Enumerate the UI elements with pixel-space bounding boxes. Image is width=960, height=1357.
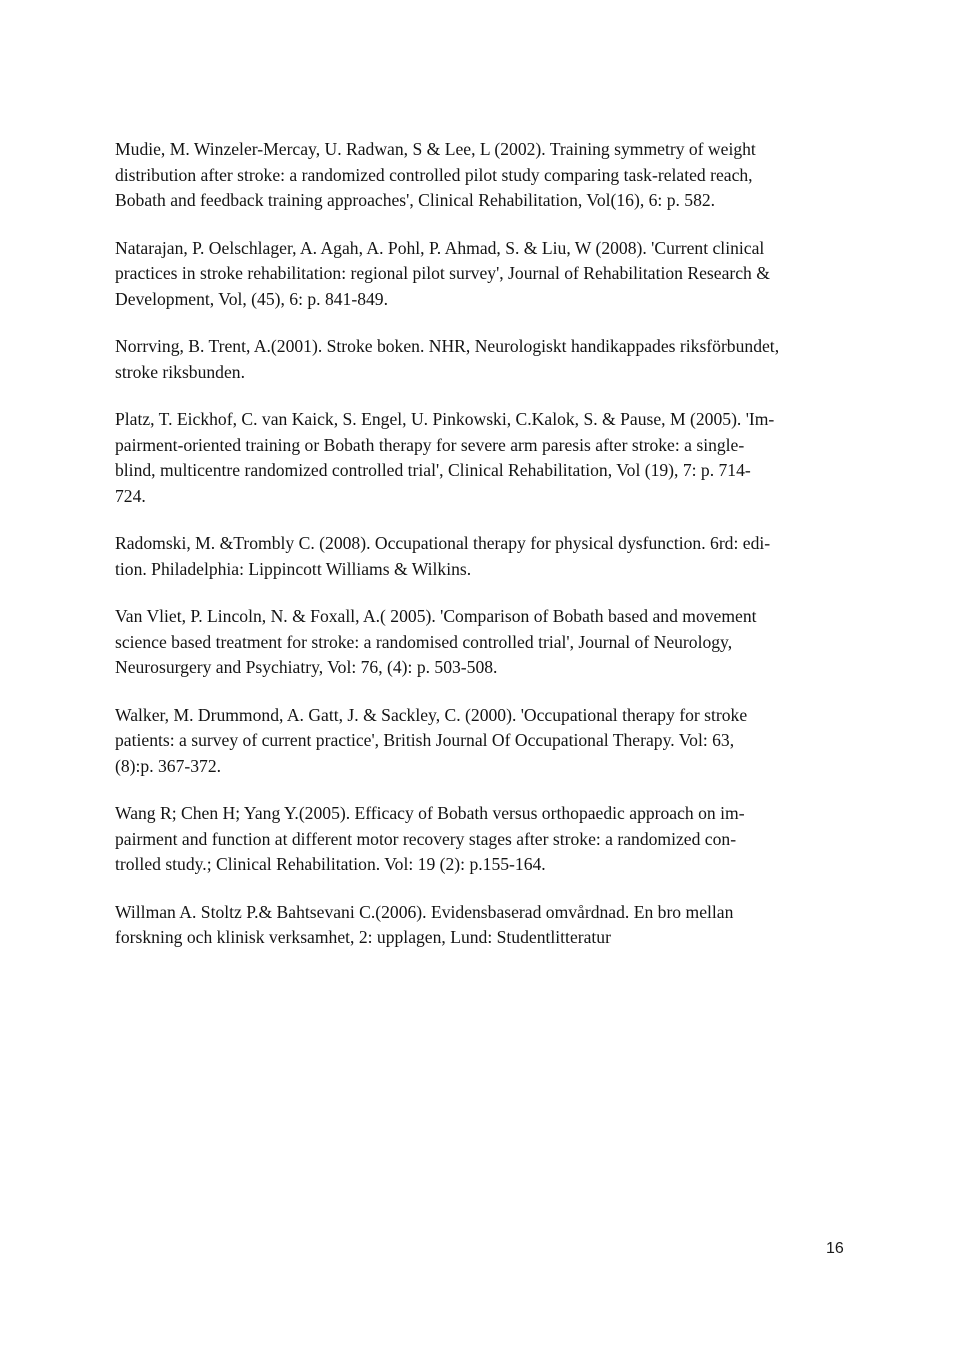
- reference-line: Walker, M. Drummond, A. Gatt, J. & Sackley, C. (2000). 'Occupational therapy for stroke: [115, 704, 748, 725]
- reference-line: pairment and function at different motor recovery stages after stroke: a randomized con-: [115, 828, 737, 849]
- reference-line: Bobath and feedback training approaches', Clinical Rehabilitation, Vol(16), 6: p. 582.: [115, 190, 716, 210]
- reference-radomski: [115, 531, 855, 582]
- page-number: 16: [826, 1240, 844, 1257]
- reference-line: Radomski, M. &Trombly C. (2008). Occupational therapy for physical dysfunction. 6rd: edi-: [115, 533, 771, 553]
- reference-line: science based treatment for stroke: a randomised controlled trial', Journal of Neurology,: [115, 631, 733, 652]
- reference-van-vliet: [115, 604, 855, 681]
- reference-line: (8):p. 367-372.: [115, 755, 222, 776]
- reference-willman: [115, 900, 855, 951]
- reference-wang: [115, 801, 855, 878]
- reference-line: Norrving, B. Trent, A.(2001). Stroke boken. NHR, Neurologiskt handikappades riksförbundet,: [115, 336, 780, 356]
- reference-line: pairment-oriented training or Bobath therapy for severe arm paresis after stroke: a single-: [115, 434, 745, 455]
- reference-line: 724.: [115, 485, 146, 506]
- reference-line: forskning och klinisk verksamhet, 2: upplagen, Lund: Studentlitteratur: [115, 927, 611, 947]
- reference-line: Platz, T. Eickhof, C. van Kaick, S. Engel, U. Pinkowski, C.Kalok, S. & Pause, M (2005). 'Im-: [115, 409, 775, 429]
- reference-natarajan: [115, 236, 855, 313]
- reference-list: [115, 137, 855, 973]
- reference-norrving: [115, 334, 855, 385]
- reference-line: Neurosurgery and Psychiatry, Vol: 76, (4): p. 503-508.: [115, 657, 498, 677]
- reference-line: Mudie, M. Winzeler-Mercay, U. Radwan, S & Lee, L (2002). Training symmetry of weight: [115, 139, 756, 159]
- reference-line: distribution after stroke: a randomized controlled pilot study comparing task-related reach,: [115, 164, 753, 185]
- reference-line: Development, Vol, (45), 6: p. 841-849.: [115, 288, 389, 309]
- reference-line: Natarajan, P. Oelschlager, A. Agah, A. Pohl, P. Ahmad, S. & Liu, W (2008). 'Current clinical: [115, 237, 765, 258]
- reference-line: trolled study.; Clinical Rehabilitation. Vol: 19 (2): p.155-164.: [115, 854, 546, 874]
- reference-line: Willman A. Stoltz P.& Bahtsevani C.(2006). Evidensbaserad omvårdnad. En bro mellan: [115, 901, 734, 922]
- reference-mudie: [115, 137, 855, 214]
- reference-line: blind, multicentre randomized controlled trial', Clinical Rehabilitation, Vol (19), 7: p. 714-: [115, 460, 751, 480]
- reference-line: patients: a survey of current practice', British Journal Of Occupational Therapy. Vol: 63,: [115, 730, 735, 750]
- reference-line: practices in stroke rehabilitation: regional pilot survey', Journal of Rehabilitation Research &: [115, 263, 770, 283]
- reference-line: Van Vliet, P. Lincoln, N. & Foxall, A.( 2005). 'Comparison of Bobath based and movement: [115, 606, 757, 626]
- reference-walker: [115, 703, 855, 780]
- reference-line: stroke riksbunden.: [115, 361, 245, 382]
- reference-line: tion. Philadelphia: Lippincott Williams & Wilkins.: [115, 558, 472, 579]
- reference-platz: [115, 407, 855, 509]
- reference-line: Wang R; Chen H; Yang Y.(2005). Efficacy of Bobath versus orthopaedic approach on im-: [115, 803, 745, 823]
